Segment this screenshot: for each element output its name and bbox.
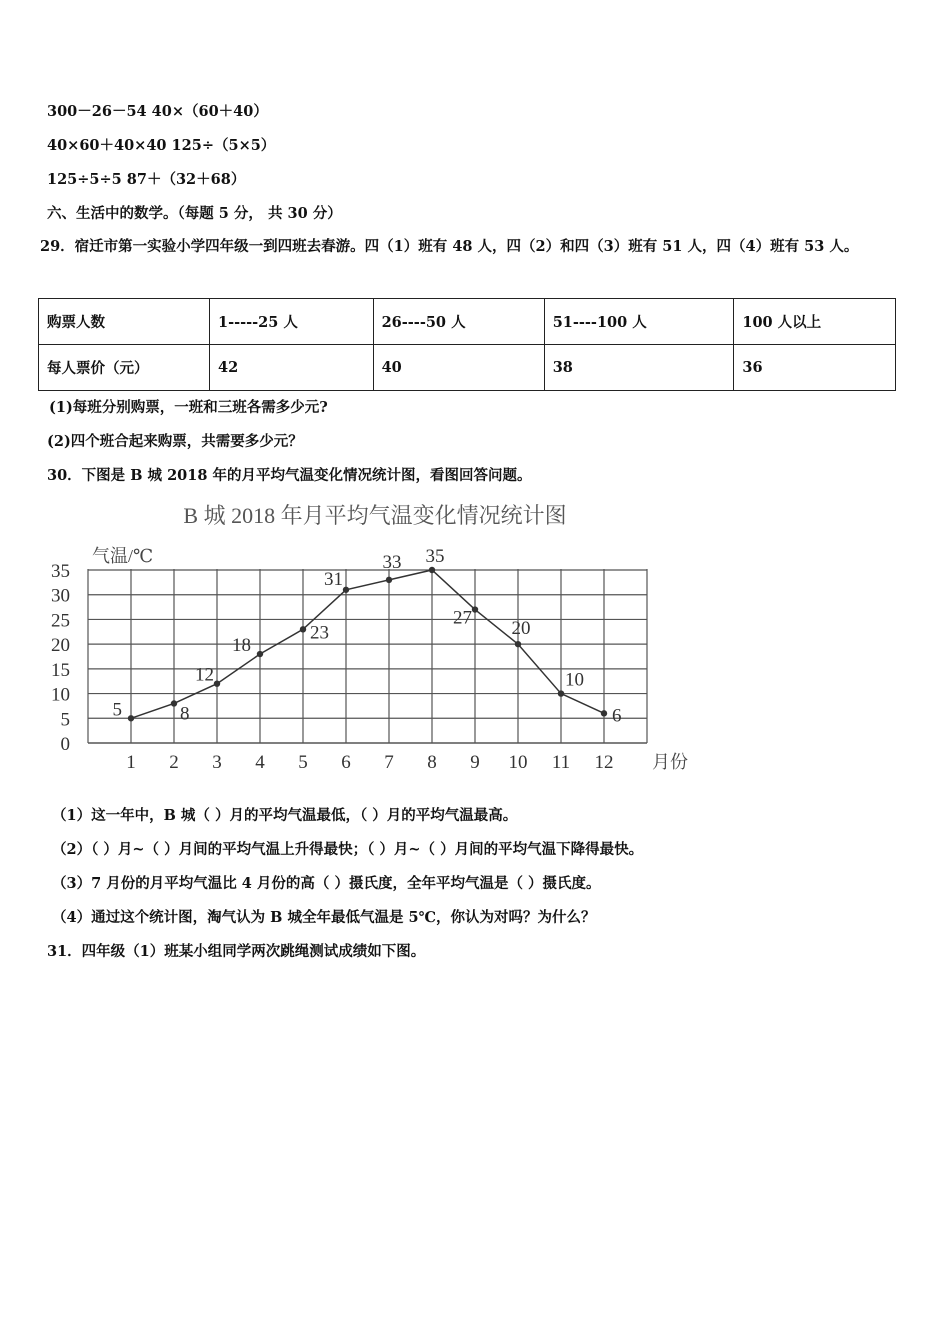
table-row: [39, 299, 896, 345]
x-tick-label: 2: [169, 752, 179, 773]
calc-line-3: 125÷5÷5 87＋（32＋68）: [47, 171, 246, 188]
question-29-sub-2: (2)四个班合起来购票，共需要多少元？: [47, 433, 303, 450]
data-point: [128, 715, 134, 721]
data-point: [386, 577, 392, 583]
x-tick-label: 10: [508, 752, 528, 773]
data-point: [171, 700, 177, 706]
data-label: 18: [232, 635, 251, 657]
question-30-sub-2: （2）（ ）月~（ ）月间的平均气温上升得最快；（ ）月~（ ）月间的平均气温下降得最快。: [52, 841, 644, 858]
data-label: 35: [425, 546, 445, 567]
data-point: [343, 587, 349, 593]
x-tick-label: 11: [551, 752, 571, 773]
x-tick-label: 4: [255, 752, 265, 773]
x-tick-label: 3: [212, 752, 222, 773]
data-point: [257, 651, 263, 657]
x-tick-label: 7: [384, 752, 394, 773]
table-cell: 36: [734, 345, 896, 391]
question-30-sub-1: （1）这一年中，B 城（ ）月的平均气温最低，（ ）月的平均气温最高。: [52, 807, 518, 824]
table-cell: 100 人以上: [734, 299, 896, 345]
data-label: 33: [382, 551, 402, 573]
data-point: [601, 710, 607, 716]
y-axis-label: 气温/℃: [92, 546, 154, 566]
table-cell: 40: [373, 345, 544, 391]
table-cell: 26----50 人: [373, 299, 544, 345]
data-label: 10: [565, 669, 584, 691]
table-cell: 购票人数: [39, 299, 210, 345]
chart-series: [113, 546, 622, 726]
chart-axes: [51, 561, 614, 773]
x-tick-label: 5: [298, 752, 308, 773]
question-30-intro: 30．下图是 B 城 2018 年的月平均气温变化情况统计图，看图回答问题。: [47, 467, 532, 484]
data-point: [558, 690, 564, 696]
data-point: [472, 606, 478, 612]
data-label: 6: [612, 705, 622, 727]
data-label: 8: [180, 703, 190, 725]
question-29-text: 29．宿迁市第一实验小学四年级一到四班去春游。四（1）班有 48 人，四（2）和四（3）班有 51 人，四（4）班有 53 人。: [40, 238, 859, 255]
y-tick-label: 25: [51, 610, 70, 632]
data-point: [429, 567, 435, 573]
table-cell: 51----100 人: [544, 299, 734, 345]
x-tick-label: 12: [594, 752, 614, 773]
calc-line-2: 40×60＋40×40 125÷（5×5）: [47, 137, 276, 154]
table-cell: 每人票价（元）: [39, 345, 210, 391]
x-tick-label: 9: [470, 752, 480, 773]
chart-title: B 城 2018 年月平均气温变化情况统计图: [183, 503, 567, 528]
x-tick-label: 6: [341, 752, 351, 773]
x-axis-label: 月份: [652, 752, 688, 772]
chart-grid: [88, 569, 647, 743]
y-tick-label: 10: [51, 684, 70, 706]
ticket-price-table: [38, 298, 896, 391]
data-label: 23: [310, 622, 329, 644]
x-tick-label: 1: [126, 752, 136, 773]
y-tick-label: 15: [51, 659, 70, 681]
section-6-heading: 六、生活中的数学。（每题 5 分， 共 30 分）: [47, 205, 342, 222]
question-31-text: 31．四年级（1）班某小组同学两次跳绳测试成绩如下图。: [47, 943, 426, 960]
data-label: 5: [112, 699, 122, 721]
table-cell: 38: [544, 345, 734, 391]
data-label: 27: [453, 607, 472, 629]
data-label: 20: [511, 618, 531, 640]
data-point: [214, 680, 220, 686]
data-label: 31: [324, 568, 343, 590]
y-tick-label: 35: [51, 561, 70, 582]
question-30-sub-3: （3）7 月份的月平均气温比 4 月份的高（ ）摄氏度，全年平均气温是（ ）摄氏度。: [52, 875, 601, 892]
question-30-sub-4: （4）通过这个统计图，淘气认为 B 城全年最低气温是 5℃，你认为对吗？为什么？: [52, 909, 596, 926]
data-point: [300, 626, 306, 632]
table-cell: 42: [210, 345, 374, 391]
data-point: [515, 641, 521, 647]
y-tick-label: 5: [60, 709, 70, 731]
x-tick-label: 8: [427, 752, 437, 773]
y-tick-label: 0: [60, 734, 70, 755]
question-29-sub-1: (1)每班分别购票，一班和三班各需多少元?: [49, 399, 328, 416]
data-label: 12: [195, 664, 214, 686]
calc-line-1: 300－26－54 40×（60＋40）: [47, 103, 268, 120]
y-tick-label: 20: [51, 635, 70, 657]
temperature-line-chart: [40, 498, 710, 783]
table-row: [39, 345, 896, 391]
y-tick-label: 30: [51, 585, 70, 607]
table-cell: 1-----25 人: [210, 299, 374, 345]
